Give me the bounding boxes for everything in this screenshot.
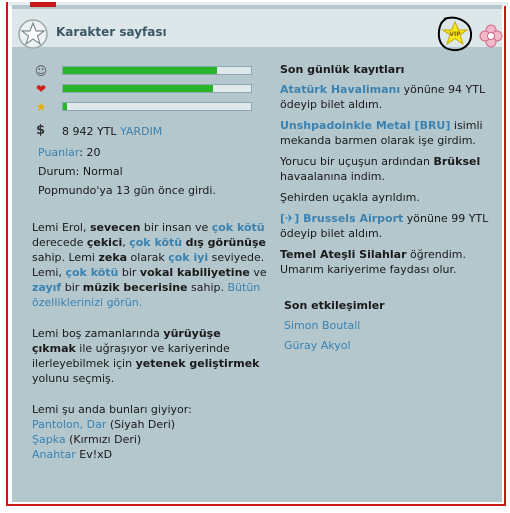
- text-segment: müzik becerisine: [82, 281, 188, 294]
- stat-bar: [62, 66, 252, 75]
- text-segment: dış görünüşe: [185, 236, 267, 249]
- smiley-icon: ☺: [34, 64, 48, 78]
- log-entry: [280, 247, 494, 277]
- text-segment: sahip. Lemi: [32, 251, 99, 264]
- log-entry: [280, 154, 494, 184]
- bio-attributes: [32, 220, 267, 310]
- text-segment: yetenek geliştirmek: [135, 357, 260, 370]
- character-panel: [12, 5, 502, 502]
- page-title: Karakter sayfası: [56, 25, 167, 39]
- wearing-item-detail: (Kırmızı Deri): [65, 433, 142, 446]
- text-segment: vokal kabiliyetine: [139, 266, 250, 279]
- text-segment: Lemi boş zamanlarında: [32, 327, 164, 340]
- text-link[interactable]: Atatürk Havalimanı: [280, 83, 401, 96]
- interaction-link[interactable]: Simon Boutall: [284, 319, 361, 332]
- dollar-icon: $: [36, 123, 46, 138]
- money-row: [32, 121, 267, 141]
- text-segment: derecede: [32, 236, 87, 249]
- wearing-item-detail: Ev!xD: [75, 448, 113, 461]
- vip-star-icon[interactable]: [436, 15, 474, 53]
- text-segment: havaalanına indim.: [280, 170, 386, 183]
- wearing-item: [32, 447, 267, 462]
- heart-icon: ❤: [35, 82, 47, 96]
- flower-icon: [478, 23, 504, 49]
- wearing-item-link[interactable]: Anahtar: [32, 448, 76, 461]
- text-segment: sahip.: [187, 281, 228, 294]
- text-segment: bir: [61, 281, 83, 294]
- stat-bar-row: [32, 99, 267, 117]
- stat-bar-fill: [63, 67, 217, 74]
- wearing-intro: Lemi şu anda bunları giyiyor:: [32, 403, 192, 416]
- wearing-item: [32, 417, 267, 432]
- text-segment: seviyede. Lemi,: [32, 251, 265, 279]
- wearing-list: [32, 417, 267, 462]
- log-entry: [280, 211, 494, 241]
- text-segment: Temel Ateşli Silahlar: [280, 248, 407, 261]
- stat-bar-row: [32, 81, 267, 99]
- text-segment: isimli mekanda barmen olarak işe girdim.: [280, 119, 483, 147]
- vip-label: VIP: [449, 31, 461, 38]
- text-segment: Brüksel: [433, 155, 481, 168]
- interactions-section: [280, 299, 494, 356]
- text-link[interactable]: çok kötü: [65, 266, 119, 279]
- text-link[interactable]: çok iyi: [168, 251, 209, 264]
- status-text: Durum: Normal: [38, 165, 123, 178]
- bio-hobbies: [32, 326, 267, 386]
- text-link[interactable]: [✈] Brussels Airport: [280, 212, 404, 225]
- wearing-item-link[interactable]: Pantolon, Dar: [32, 418, 107, 431]
- log-heading: Son günlük kayıtları: [280, 63, 405, 76]
- log-entry: [280, 190, 494, 205]
- text-segment: sevecen: [89, 221, 141, 234]
- interactions-list: [280, 316, 494, 356]
- joined-text: Popmundo'ya 13 gün önce girdi.: [38, 184, 216, 197]
- stat-bar: [62, 102, 252, 111]
- help-link[interactable]: YARDIM: [120, 125, 163, 138]
- text-segment: ile uğraşıyor ve kariyerinde ilerleyebilmek için: [32, 342, 230, 370]
- stat-bar-fill: [63, 103, 67, 110]
- money-amount: 8 942 YTL: [62, 125, 117, 138]
- stat-bar: [62, 84, 252, 93]
- text-segment: Şehirden uçakla ayrıldım.: [280, 191, 420, 204]
- star-badge-icon: [18, 19, 48, 49]
- text-segment: ve: [249, 266, 267, 279]
- text-segment: yolunu seçmiş.: [32, 372, 115, 385]
- text-segment: yönüne 94 YTL ödeyip bilet aldım.: [280, 83, 486, 111]
- text-segment: yönüne 99 YTL ödeyip bilet aldım.: [280, 212, 489, 240]
- text-segment: çekici: [86, 236, 123, 249]
- text-segment: yürüyüşe çıkmak: [32, 327, 221, 355]
- text-link[interactable]: çok kötü: [211, 221, 265, 234]
- wearing-item: [32, 432, 267, 447]
- left-column: [32, 63, 267, 462]
- points-row: [38, 143, 267, 162]
- wearing-item-link[interactable]: Şapka: [32, 433, 66, 446]
- text-link[interactable]: Unshpadoinkle Metal [BRU]: [280, 119, 451, 132]
- text-segment: ,: [122, 236, 130, 249]
- text-link[interactable]: çok kötü: [129, 236, 183, 249]
- text-segment: Yorucu bir uçuşun ardından: [280, 155, 434, 168]
- text-link[interactable]: Bütün özelliklerinizi görün.: [32, 281, 261, 309]
- text-segment: olarak: [127, 251, 169, 264]
- stat-bars: [32, 63, 267, 117]
- text-segment: zeka: [98, 251, 128, 264]
- text-segment: bir: [118, 266, 140, 279]
- text-segment: Lemi Erol,: [32, 221, 90, 234]
- log-list: [280, 82, 494, 277]
- text-segment: bir insan ve: [140, 221, 212, 234]
- right-column: [280, 63, 494, 356]
- interaction-link[interactable]: Güray Akyol: [284, 339, 351, 352]
- interactions-heading: Son etkileşimler: [284, 299, 385, 312]
- stat-bar-fill: [63, 85, 213, 92]
- panel-header: [12, 9, 502, 47]
- wearing-item-detail: (Siyah Deri): [106, 418, 176, 431]
- page-frame: [6, 2, 506, 506]
- log-entry: [280, 82, 494, 112]
- star-icon: ★: [35, 100, 47, 114]
- points-link[interactable]: Puanlar: [38, 146, 80, 159]
- stat-bar-row: [32, 63, 267, 81]
- top-red-mark: [30, 2, 56, 7]
- text-link[interactable]: zayıf: [32, 281, 62, 294]
- log-entry: [280, 118, 494, 148]
- text-segment: öğrendim. Umarım kariyerime faydası olur.: [280, 248, 466, 276]
- points-value: : 20: [79, 146, 101, 159]
